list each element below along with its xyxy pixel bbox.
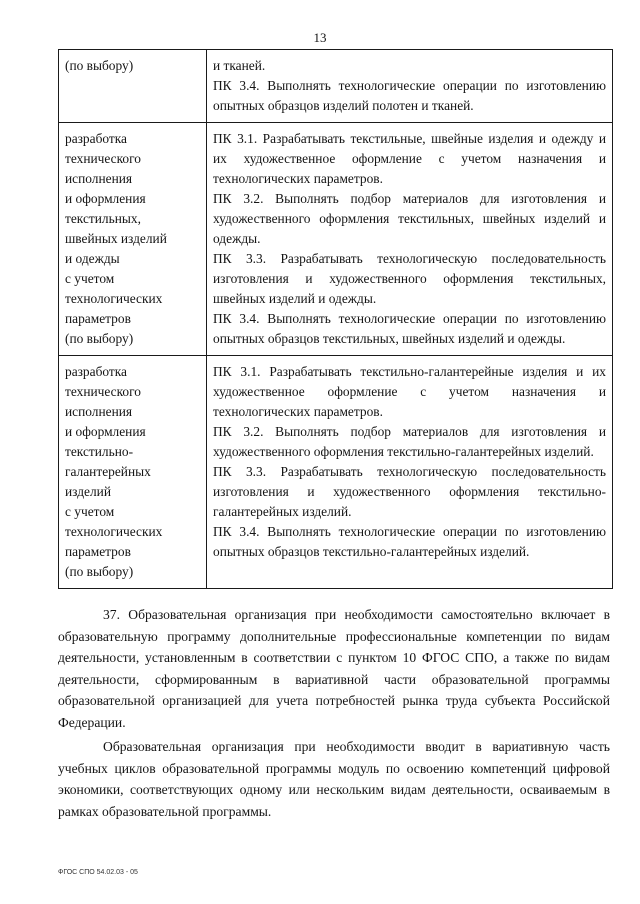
table-row	[59, 123, 613, 356]
competency-item: ПК 3.3. Разрабатывать технологическую последовательность изготовления и художественного оформления текстильно-галантерейных изделий.	[213, 464, 606, 519]
activity-line: технологических	[65, 524, 163, 539]
activity-line: исполнения	[65, 171, 133, 186]
activity-line: изделий	[65, 484, 111, 499]
competency-item: и тканей.	[213, 58, 266, 73]
activity-line: с учетом	[65, 504, 115, 519]
activity-line: разработка	[65, 131, 127, 146]
competency-item: ПК 3.2. Выполнять подбор материалов для изготовления и художественного оформления текстильных, швейных изделий и одежды.	[213, 191, 606, 246]
activity-line: исполнения	[65, 404, 133, 419]
competencies-table	[58, 49, 613, 589]
activity-line: швейных изделий	[65, 231, 167, 246]
activity-cell	[59, 50, 207, 123]
page-number: 13	[313, 30, 327, 45]
activity-line: параметров	[65, 544, 131, 559]
activity-line: технического	[65, 384, 141, 399]
activity-line: и одежды	[65, 251, 120, 266]
competency-item: ПК 3.4. Выполнять технологические операции по изготовлению опытных образцов изделий полотен и тканей.	[213, 78, 606, 113]
activity-line: параметров	[65, 311, 131, 326]
body-text	[58, 604, 610, 822]
table-row	[59, 50, 613, 123]
competencies-cell	[207, 123, 613, 356]
activity-line: технологических	[65, 291, 163, 306]
activity-line: текстильных,	[65, 211, 141, 226]
activity-cell	[59, 123, 207, 356]
competency-item: ПК 3.3. Разрабатывать технологическую последовательность изготовления и художественного оформления текстильных, швейных изделий и одежды.	[213, 251, 606, 306]
competency-item: ПК 3.2. Выполнять подбор материалов для изготовления и художественного оформления текстильно-галантерейных изделий.	[213, 424, 606, 459]
competency-item: ПК 3.4. Выполнять технологические операции по изготовлению опытных образцов текстильно-галантерейных изделий.	[213, 524, 606, 559]
competency-item: ПК 3.1. Разрабатывать текстильные, швейные изделия и одежду и их художественное оформление с учетом назначения и технологических параметров.	[213, 131, 606, 186]
activity-line: и оформления	[65, 424, 146, 439]
footer-doc-code: ФГОС СПО 54.02.03 - 05	[58, 869, 138, 876]
activity-cell	[59, 356, 207, 589]
competencies-cell	[207, 356, 613, 589]
activity-line: текстильно-	[65, 444, 134, 459]
activity-line: с учетом	[65, 271, 115, 286]
activity-line: разработка	[65, 364, 127, 379]
activity-line: технического	[65, 151, 141, 166]
competency-item: ПК 3.4. Выполнять технологические операции по изготовлению опытных образцов текстильных, швейных изделий и одежды.	[213, 311, 606, 346]
activity-line: галантерейных	[65, 464, 151, 479]
paragraph-digital-economy: Образовательная организация при необходимости вводит в вариативную часть учебных циклов образовательной программы модуль по освоению компетенций цифровой экономики, соответствующих одному или нескольким видам деятельности, осваиваемым в рамках образовательной программы.	[58, 739, 610, 819]
competencies-cell	[207, 50, 613, 123]
activity-line: и оформления	[65, 191, 146, 206]
activity-line: (по выбору)	[65, 58, 134, 73]
activity-line: (по выбору)	[65, 564, 134, 579]
activity-line: (по выбору)	[65, 331, 134, 346]
paragraph-37: 37. Образовательная организация при необходимости самостоятельно включает в образовательную программу дополнительные профессиональные компетенции по видам деятельности, установленным в соответствии с пунктом 10 ФГОС СПО, а также по видам деятельности, сформированным в вариативной части образовательной программы образовательной организацией для учета потребностей рынка труда субъекта Российской Федерации.	[58, 607, 610, 730]
table-row	[59, 356, 613, 589]
competency-item: ПК 3.1. Разрабатывать текстильно-галантерейные изделия и их художественное оформление с учетом назначения и технологических параметров.	[213, 364, 606, 419]
